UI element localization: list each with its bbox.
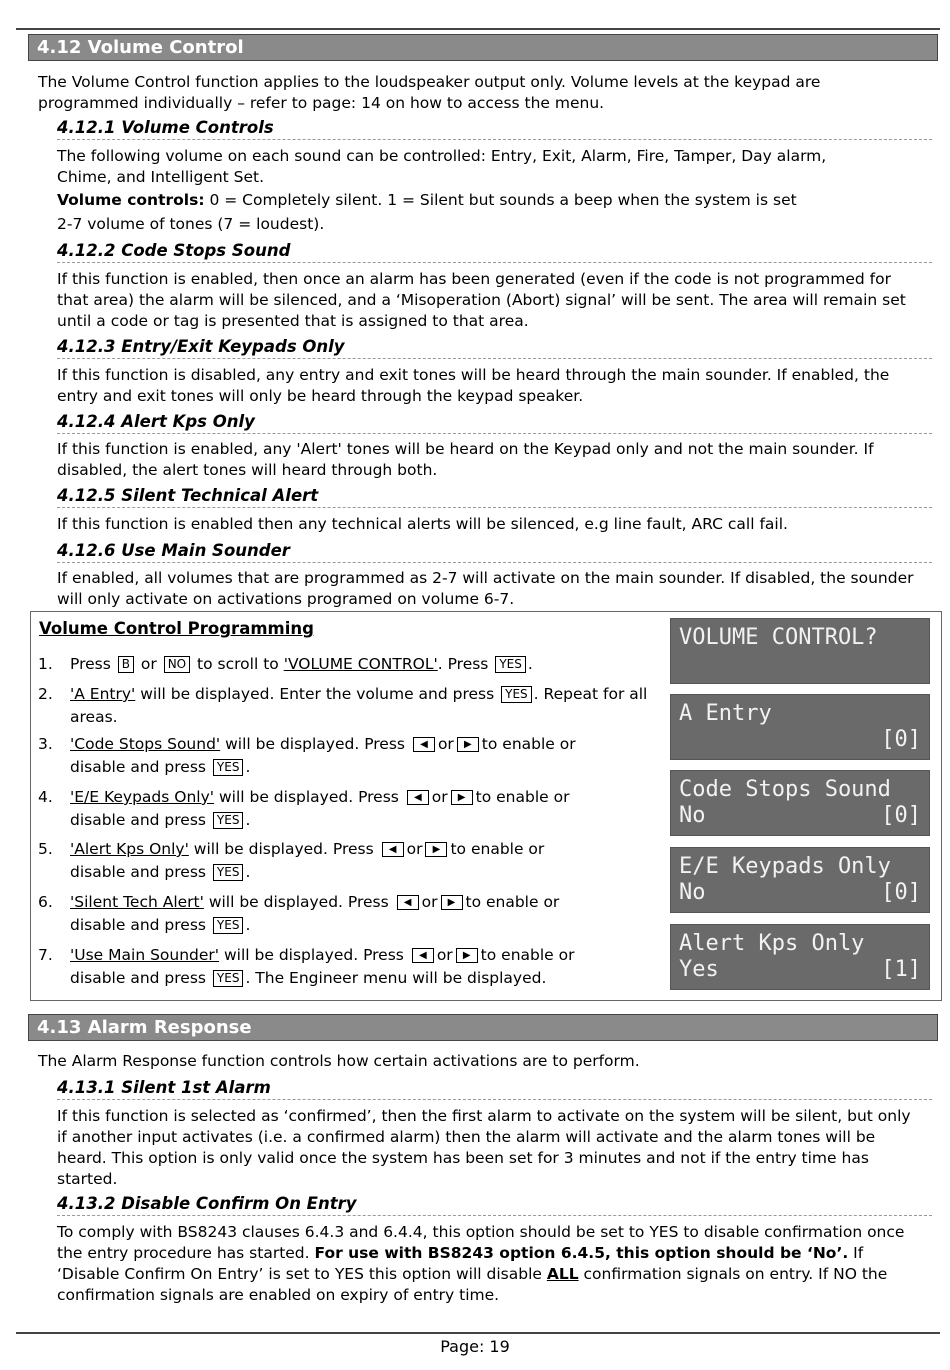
step-text: to enable or bbox=[481, 735, 576, 753]
text-4-13-2 bbox=[57, 1222, 917, 1306]
right-arrow-key-icon: ▶ bbox=[425, 842, 447, 857]
lcd-display-alert-kps-only bbox=[670, 924, 930, 990]
lcd-value: [1] bbox=[881, 957, 921, 982]
yes-key: YES bbox=[495, 656, 526, 673]
right-arrow-key-icon: ▶ bbox=[456, 948, 478, 963]
lcd-value: [0] bbox=[881, 880, 921, 905]
lcd-display-ee-keypads-only bbox=[670, 847, 930, 913]
subheading-4-12-2: 4.12.2 Code Stops Sound bbox=[57, 240, 932, 263]
text-4-12-5: If this function is enabled then any technical alerts will be silenced, e.g line fault, ARC call fail. bbox=[57, 515, 788, 533]
step-text: will be displayed. Press bbox=[219, 946, 409, 964]
menu-name: 'Alert Kps Only' bbox=[70, 840, 189, 858]
step-text: or bbox=[140, 655, 157, 673]
lcd-line: Alert Kps Only bbox=[679, 931, 865, 956]
step-text: or bbox=[421, 893, 438, 911]
emphasis-all: ALL bbox=[546, 1265, 579, 1283]
lcd-display-code-stops-sound bbox=[670, 770, 930, 836]
step-number: 3. bbox=[38, 735, 53, 753]
step-2 bbox=[38, 683, 663, 729]
right-arrow-key-icon: ▶ bbox=[451, 790, 473, 805]
step-text: will be displayed. Press bbox=[188, 840, 379, 858]
step-text: disable and press bbox=[70, 969, 206, 987]
programming-title: Volume Control Programming bbox=[39, 619, 314, 638]
text-4-12-6: If enabled, all volumes that are programmed as 2-7 will activate on the main sounder. If disabled, the sounder will only activate on activations programed on volume 6-7. bbox=[57, 569, 914, 608]
yes-key: YES bbox=[501, 686, 532, 703]
subheading-4-12-1: 4.12.1 Volume Controls bbox=[57, 117, 932, 140]
page-number: Page: 19 bbox=[440, 1337, 510, 1356]
menu-name: 'Silent Tech Alert' bbox=[70, 893, 204, 911]
menu-name: 'E/E Keypads Only' bbox=[70, 788, 215, 806]
lcd-display-volume-control bbox=[670, 618, 930, 684]
step-text: will be displayed. Press bbox=[220, 735, 410, 753]
text-run: To comply with BS8243 clauses 6.4.3 and 6.4.4, this option should be set to YES to disable confirmation once the entry procedure has started. bbox=[57, 1223, 905, 1262]
bold-text: For use with BS8243 option 6.4.5, this option should be ‘No’. bbox=[314, 1244, 849, 1262]
step-text: or bbox=[406, 840, 423, 858]
step-number: 5. bbox=[38, 840, 53, 858]
text-4-12-1: The following volume on each sound can be controlled: Entry, Exit, Alarm, Fire, Tamper, Day alarm, Chime, and Intelligent Set. bbox=[57, 147, 827, 186]
text-4-13-1: If this function is selected as ‘confirmed’, then the first alarm to activate on the system will be silent, but only if another input activates (i.e. a confirmed alarm) then the alarm will activate and the alarm tones will be heard. This option is only valid once the system has been set for 3 minutes and not if the entry time has started. bbox=[57, 1107, 911, 1188]
step-text: to enable or bbox=[475, 788, 570, 806]
step-text: to enable or bbox=[465, 893, 560, 911]
right-arrow-key-icon: ▶ bbox=[457, 737, 479, 752]
subheading-4-12-4: 4.12.4 Alert Kps Only bbox=[57, 411, 932, 434]
step-number: 7. bbox=[38, 946, 53, 964]
text-4-12-4: If this function is enabled, any 'Alert' tones will be heard on the Keypad only and not the main sounder. If disabled, the alert tones will heard through both. bbox=[57, 440, 874, 479]
step-text: . Repeat for all areas. bbox=[70, 685, 648, 726]
yes-key: YES bbox=[213, 970, 244, 987]
yes-key: YES bbox=[213, 812, 244, 829]
lcd-line: No bbox=[679, 880, 706, 905]
top-rule bbox=[16, 28, 940, 30]
step-text: will be displayed. Press bbox=[214, 788, 404, 806]
subheading-4-12-3: 4.12.3 Entry/Exit Keypads Only bbox=[57, 336, 932, 359]
step-number: 2. bbox=[38, 685, 53, 703]
lcd-line: VOLUME CONTROL? bbox=[679, 625, 878, 650]
step-text: disable and press bbox=[70, 863, 206, 881]
text-run: confirmation signals on entry. If NO the confirmation signals are enabled on expiry of entry time. bbox=[57, 1265, 888, 1304]
intro-4-12: The Volume Control function applies to the loudspeaker output only. Volume levels at the keypad are programmed individually – refer to page: 14 on how to access the menu. bbox=[38, 73, 821, 112]
step-1: 1. Press B or NO to scroll to 'VOLUME CONTROL'. Press YES . bbox=[38, 653, 663, 676]
step-text: or bbox=[437, 735, 454, 753]
step-text: or bbox=[431, 788, 448, 806]
left-arrow-key-icon: ◀ bbox=[413, 737, 435, 752]
subheading-4-13-1: 4.13.1 Silent 1st Alarm bbox=[57, 1077, 932, 1100]
b-key: B bbox=[118, 656, 134, 673]
volume-controls-line bbox=[57, 190, 937, 211]
lcd-line: Code Stops Sound bbox=[679, 777, 891, 802]
lcd-value: [0] bbox=[881, 727, 921, 752]
menu-name: 'Code Stops Sound' bbox=[70, 735, 221, 753]
step-text: to scroll to bbox=[192, 655, 284, 673]
step-number: 6. bbox=[38, 893, 53, 911]
menu-name: 'A Entry' bbox=[70, 685, 136, 703]
step-text: . Press bbox=[437, 655, 494, 673]
volume-controls-label: Volume controls: bbox=[57, 191, 205, 209]
intro-4-13: The Alarm Response function controls how certain activations are to perform. bbox=[38, 1052, 640, 1070]
text-4-12-3: If this function is disabled, any entry and exit tones will be heard through the main sounder. If enabled, the entry and exit tones will only be heard through the keypad speaker. bbox=[57, 366, 890, 405]
no-key: NO bbox=[164, 656, 190, 673]
footer-rule bbox=[16, 1332, 940, 1334]
lcd-line: E/E Keypads Only bbox=[679, 854, 891, 879]
step-5: 5. 'Alert Kps Only' will be displayed. Press ◀ or ▶ to enable or disable and press YES . bbox=[38, 840, 545, 881]
volume-controls-text-2: 2-7 volume of tones (7 = loudest). bbox=[57, 215, 325, 233]
yes-key: YES bbox=[213, 864, 244, 881]
yes-key: YES bbox=[213, 917, 244, 934]
lcd-line: No bbox=[679, 803, 706, 828]
step-text: disable and press bbox=[70, 916, 206, 934]
volume-controls-text: 0 = Completely silent. 1 = Silent but sounds a beep when the system is set bbox=[204, 191, 797, 209]
lcd-display-a-entry bbox=[670, 694, 930, 760]
step-text: to enable or bbox=[480, 946, 575, 964]
step-3: 3. 'Code Stops Sound' will be displayed. Press ◀ or ▶ to enable or disable and press YES . bbox=[38, 735, 576, 776]
lcd-line: Yes bbox=[679, 957, 719, 982]
step-number: 1. bbox=[38, 655, 53, 673]
step-text: Press bbox=[70, 655, 111, 673]
step-text: or bbox=[436, 946, 453, 964]
step-6: 6. 'Silent Tech Alert' will be displayed. Press ◀ or ▶ to enable or disable and press YES . bbox=[38, 893, 560, 934]
text-run: If ‘Disable Confirm On Entry’ is set to YES this option will disable bbox=[57, 1244, 864, 1283]
text-4-12-2: If this function is enabled, then once an alarm has been generated (even if the code is not programmed for that area) the alarm will be silenced, and a ‘Misoperation (Abort) signal’ will be sent. The area will remain set until a code or tag is presented that is assigned to that area. bbox=[57, 270, 906, 330]
yes-key: YES bbox=[213, 759, 244, 776]
step-number: 4. bbox=[38, 788, 53, 806]
subheading-4-13-2: 4.13.2 Disable Confirm On Entry bbox=[57, 1193, 932, 1216]
menu-name: 'Use Main Sounder' bbox=[70, 946, 220, 964]
left-arrow-key-icon: ◀ bbox=[412, 948, 434, 963]
step-text: disable and press bbox=[70, 758, 206, 776]
step-4: 4. 'E/E Keypads Only' will be displayed. Press ◀ or ▶ to enable or disable and press YES . bbox=[38, 788, 570, 829]
section-heading-4-12: 4.12 Volume Control bbox=[28, 34, 938, 61]
lcd-value: [0] bbox=[881, 803, 921, 828]
menu-name: 'VOLUME CONTROL' bbox=[283, 655, 438, 673]
step-text: . The Engineer menu will be displayed. bbox=[245, 969, 547, 987]
step-text: will be displayed. Press bbox=[203, 893, 394, 911]
right-arrow-key-icon: ▶ bbox=[441, 895, 463, 910]
subheading-4-12-6: 4.12.6 Use Main Sounder bbox=[57, 540, 932, 563]
subheading-4-12-5: 4.12.5 Silent Technical Alert bbox=[57, 485, 932, 508]
left-arrow-key-icon: ◀ bbox=[397, 895, 419, 910]
step-text: to enable or bbox=[450, 840, 545, 858]
left-arrow-key-icon: ◀ bbox=[407, 790, 429, 805]
step-text: disable and press bbox=[70, 811, 206, 829]
section-heading-4-13: 4.13 Alarm Response bbox=[28, 1014, 938, 1041]
step-text: will be displayed. Enter the volume and press bbox=[135, 685, 500, 703]
step-7 bbox=[38, 944, 663, 990]
lcd-line: A Entry bbox=[679, 701, 772, 726]
left-arrow-key-icon: ◀ bbox=[382, 842, 404, 857]
